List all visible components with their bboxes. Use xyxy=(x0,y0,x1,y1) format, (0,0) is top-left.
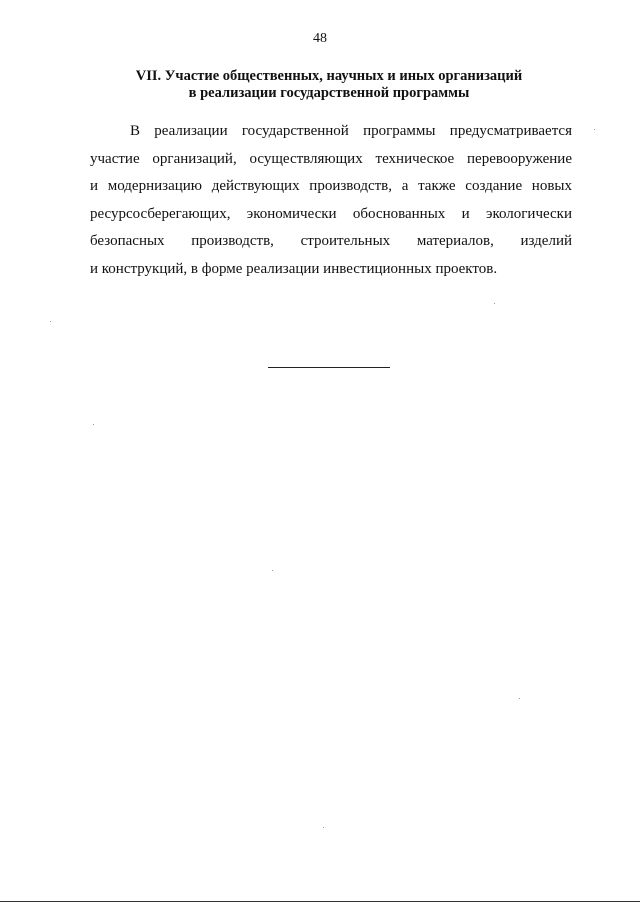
paragraph-line-6: и конструкций, в форме реализации инвестиционных проектов. xyxy=(90,260,498,277)
paragraph-line-3: и модернизацию действующих производств, а также создание новых xyxy=(90,178,572,194)
paragraph-line-5: безопасных производств, строительных материалов, изделий xyxy=(90,233,572,249)
section-end-rule xyxy=(268,367,390,368)
page-number: 48 xyxy=(313,31,327,46)
scan-speck xyxy=(594,129,595,130)
scan-speck xyxy=(323,827,324,828)
paragraph-line-1: В реализации государственной программы предусматривается xyxy=(130,123,572,139)
section-heading-line-2: в реализации государственной программы xyxy=(188,85,470,101)
scan-speck xyxy=(93,424,94,425)
section-heading-line-1: VII. Участие общественных, научных и иных организаций xyxy=(135,68,523,84)
scan-speck xyxy=(519,698,520,699)
section-heading xyxy=(90,68,568,102)
scan-speck xyxy=(272,570,273,571)
scan-speck xyxy=(494,303,495,304)
paragraph-line-4: ресурсосберегающих, экономически обоснованных и экологически xyxy=(90,205,572,222)
body-paragraph xyxy=(90,118,572,283)
scan-speck xyxy=(50,321,51,322)
paragraph-line-2: участие организаций, осуществляющих техническое перевооружение xyxy=(90,150,572,167)
scan-bottom-edge xyxy=(0,901,640,902)
